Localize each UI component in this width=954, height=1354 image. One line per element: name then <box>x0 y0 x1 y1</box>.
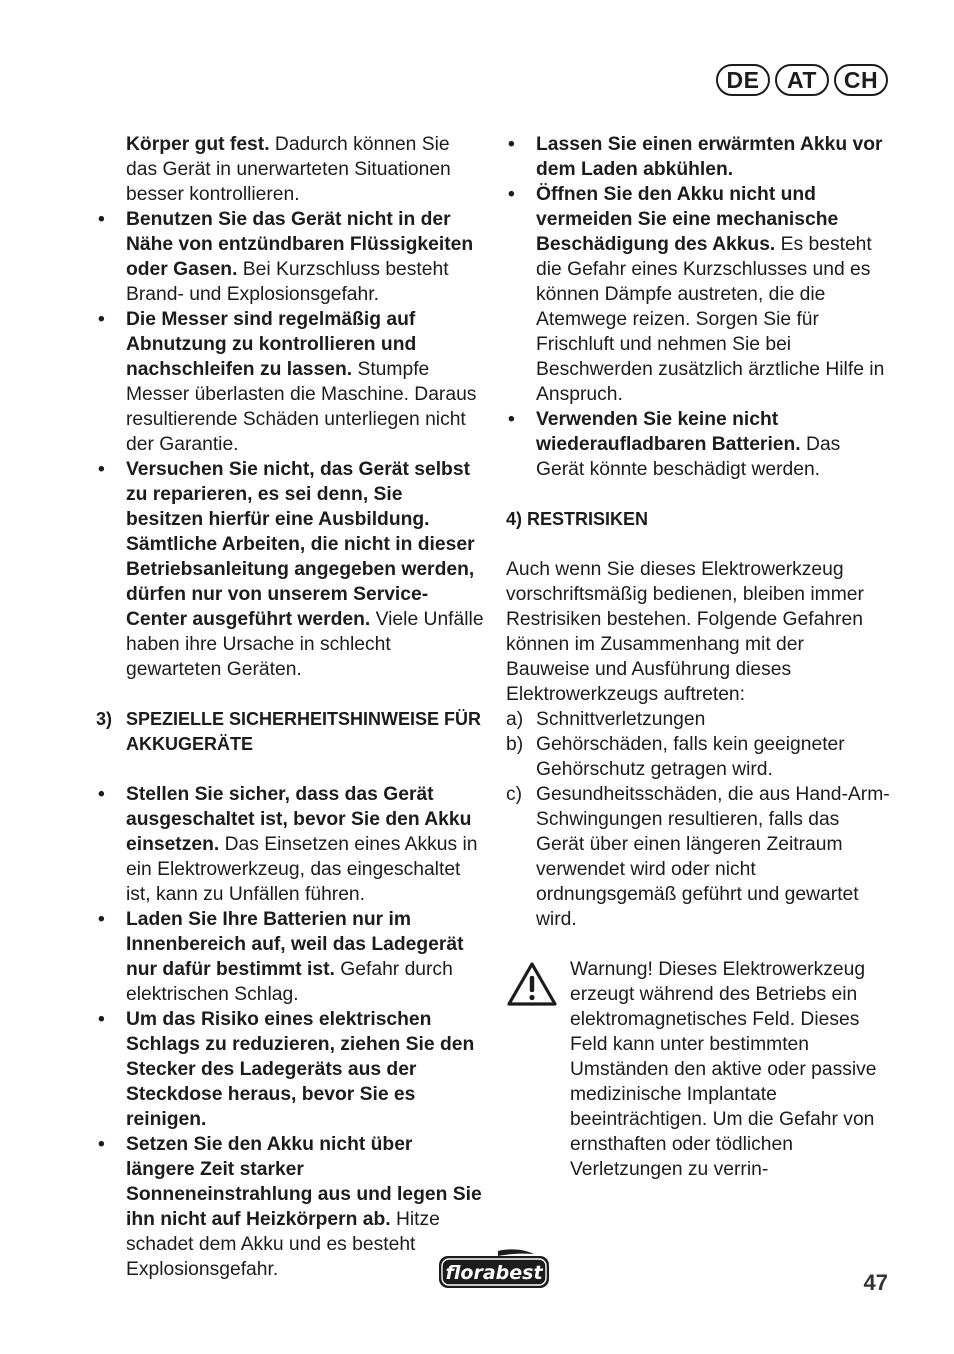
list-item <box>96 907 484 1007</box>
paragraph-text: Viele Unfälle haben ihre Ursache in schlecht gewarteten Geräten. <box>126 609 484 680</box>
bullet-icon: • <box>508 134 515 155</box>
paragraph-text: Stumpfe Messer überlasten die Maschine. Daraus resultierende Schäden unterliegen nicht der Garantie. <box>126 359 477 455</box>
right-column <box>506 132 890 1182</box>
bullet-icon: • <box>98 309 105 330</box>
bold-lead: Körper gut fest. <box>126 134 270 155</box>
risk-text: Gesundheitsschäden, die aus Hand-Arm-Schwingungen resultieren, falls das Gerät über einen längeren Zeitraum verwendet wird oder nicht ordnungsgemäß geführt und gewartet wird. <box>536 784 890 930</box>
paragraph-text: Das Einsetzen eines Akkus in ein Elektrowerkzeug, das eingeschaltet ist, kann zu Unfällen führen. <box>126 834 478 905</box>
risk-text: Gehörschäden, falls kein geeigneter Gehörschutz getragen wird. <box>536 734 845 780</box>
section-3-heading <box>96 707 484 757</box>
risk-label: b) <box>506 734 524 755</box>
lang-badge-de: DE <box>716 64 770 96</box>
warning-text: Warnung! Dieses Elektrowerkzeug erzeugt während des Betriebs ein elektromagnetisches Feld. Dieses Feld kann unter bestimmten Umständen den aktive oder passive medizinische Implantate beeinträchtigen. Um die Gefahr von ernsthaften oder tödlichen Verletzungen zu verrin- <box>570 959 877 1180</box>
risk-label: a) <box>506 709 524 730</box>
warning-block <box>506 957 890 1182</box>
bullet-icon: • <box>98 909 105 930</box>
section-4-heading <box>506 507 890 532</box>
continued-paragraph <box>96 132 484 207</box>
section-title: SPEZIELLE SICHERHEITSHINWEISE FÜR AKKUGERÄTE <box>126 709 482 754</box>
list-item <box>96 307 484 457</box>
bullet-icon: • <box>98 784 105 805</box>
risk-label: c) <box>506 784 523 805</box>
bold-lead: Die Messer sind regelmäßig auf Abnutzung zu kontrollieren und nachschleifen zu lassen. <box>126 309 417 380</box>
bold-lead: Benutzen Sie das Gerät nicht in der Nähe von entzündbaren Flüssigkeiten oder Gasen. <box>126 209 474 280</box>
list-item <box>96 207 484 307</box>
bold-lead: Öffnen Sie den Akku nicht und vermeiden Sie eine mechanische Beschädigung des Akkus. <box>536 184 839 255</box>
bullet-icon: • <box>98 459 105 480</box>
bullet-icon: • <box>98 209 105 230</box>
risk-text: Schnittverletzungen <box>536 709 706 730</box>
section-title: RESTRISIKEN <box>527 509 649 529</box>
bold-lead: Lassen Sie einen erwärmten Akku vor dem Laden abkühlen. <box>536 134 883 180</box>
section-4-intro: Auch wenn Sie dieses Elektrowerkzeug vorschriftsmäßig bedienen, bleiben immer Restrisiken bestehen. Folgende Gefahren können im Zusammenhang mit der Bauweise und Ausführung dieses Elektrowerkzeugs auftreten: <box>506 559 864 705</box>
paragraph-text: Das Gerät könnte beschädigt werden. <box>536 434 841 480</box>
bold-lead: Setzen Sie den Akku nicht über längere Zeit starker Sonneneinstrahlung aus und legen Sie ihn nicht auf Heizkörpern ab. <box>126 1134 482 1230</box>
list-item <box>506 182 890 407</box>
warning-triangle-icon <box>506 961 558 1007</box>
paragraph-text: Hitze schadet dem Akku und es besteht Explosionsgefahr. <box>126 1209 440 1280</box>
lang-badge-at: AT <box>775 64 829 96</box>
florabest-logo <box>438 1248 550 1290</box>
list-item <box>506 132 890 182</box>
bold-lead: Laden Sie Ihre Batterien nur im Innenbereich auf, weil das Ladegerät nur dafür bestimmt ist. <box>126 909 464 980</box>
bullet-icon: • <box>508 184 515 205</box>
list-item <box>96 782 484 907</box>
bold-lead: Um das Risiko eines elektrischen Schlags zu reduzieren, ziehen Sie den Stecker des Ladegeräts aus der Steckdose heraus, bevor Sie es reinigen. <box>126 1009 475 1130</box>
risk-item <box>506 732 890 782</box>
bold-lead: Versuchen Sie nicht, das Gerät selbst zu reparieren, es sei denn, Sie besitzen hierfür eine Ausbildung. Sämtliche Arbeiten, die nicht in dieser Betriebsanleitung angegeben werden, dürfen nur von unserem Service-Center ausgeführt werden. <box>126 459 475 630</box>
list-item <box>96 1007 484 1132</box>
language-badges <box>716 64 888 96</box>
left-column <box>96 132 484 1282</box>
paragraph-text: Es besteht die Gefahr eines Kurzschlusses und es können Dämpfe austreten, die die Atemwege reizen. Sorgen Sie für Frischluft und nehmen Sie bei Beschwerden zusätzlich ärztliche Hilfe in Anspruch. <box>536 234 885 405</box>
bullet-icon: • <box>98 1134 105 1155</box>
paragraph-text: Bei Kurzschluss besteht Brand- und Explosionsgefahr. <box>126 259 449 305</box>
risk-item <box>506 782 890 932</box>
list-item <box>96 1132 484 1282</box>
list-item <box>506 407 890 482</box>
logo-wordmark: florabest <box>445 1262 543 1284</box>
risk-item <box>506 707 890 732</box>
section-number: 3) <box>96 709 113 729</box>
lang-badge-ch: CH <box>834 64 888 96</box>
bullet-icon: • <box>98 1009 105 1030</box>
bold-lead: Stellen Sie sicher, dass das Gerät ausgeschaltet ist, bevor Sie den Akku einsetzen. <box>126 784 472 855</box>
list-item <box>96 457 484 682</box>
paragraph-text: Gefahr durch elektrischen Schlag. <box>126 959 453 1005</box>
section-number: 4) <box>506 509 523 529</box>
page-number: 47 <box>863 1270 888 1295</box>
bullet-icon: • <box>508 409 515 430</box>
bold-lead: Verwenden Sie keine nicht wiederaufladbaren Batterien. <box>536 409 801 455</box>
paragraph-text: Dadurch können Sie das Gerät in unerwarteten Situationen besser kontrollieren. <box>126 134 451 205</box>
